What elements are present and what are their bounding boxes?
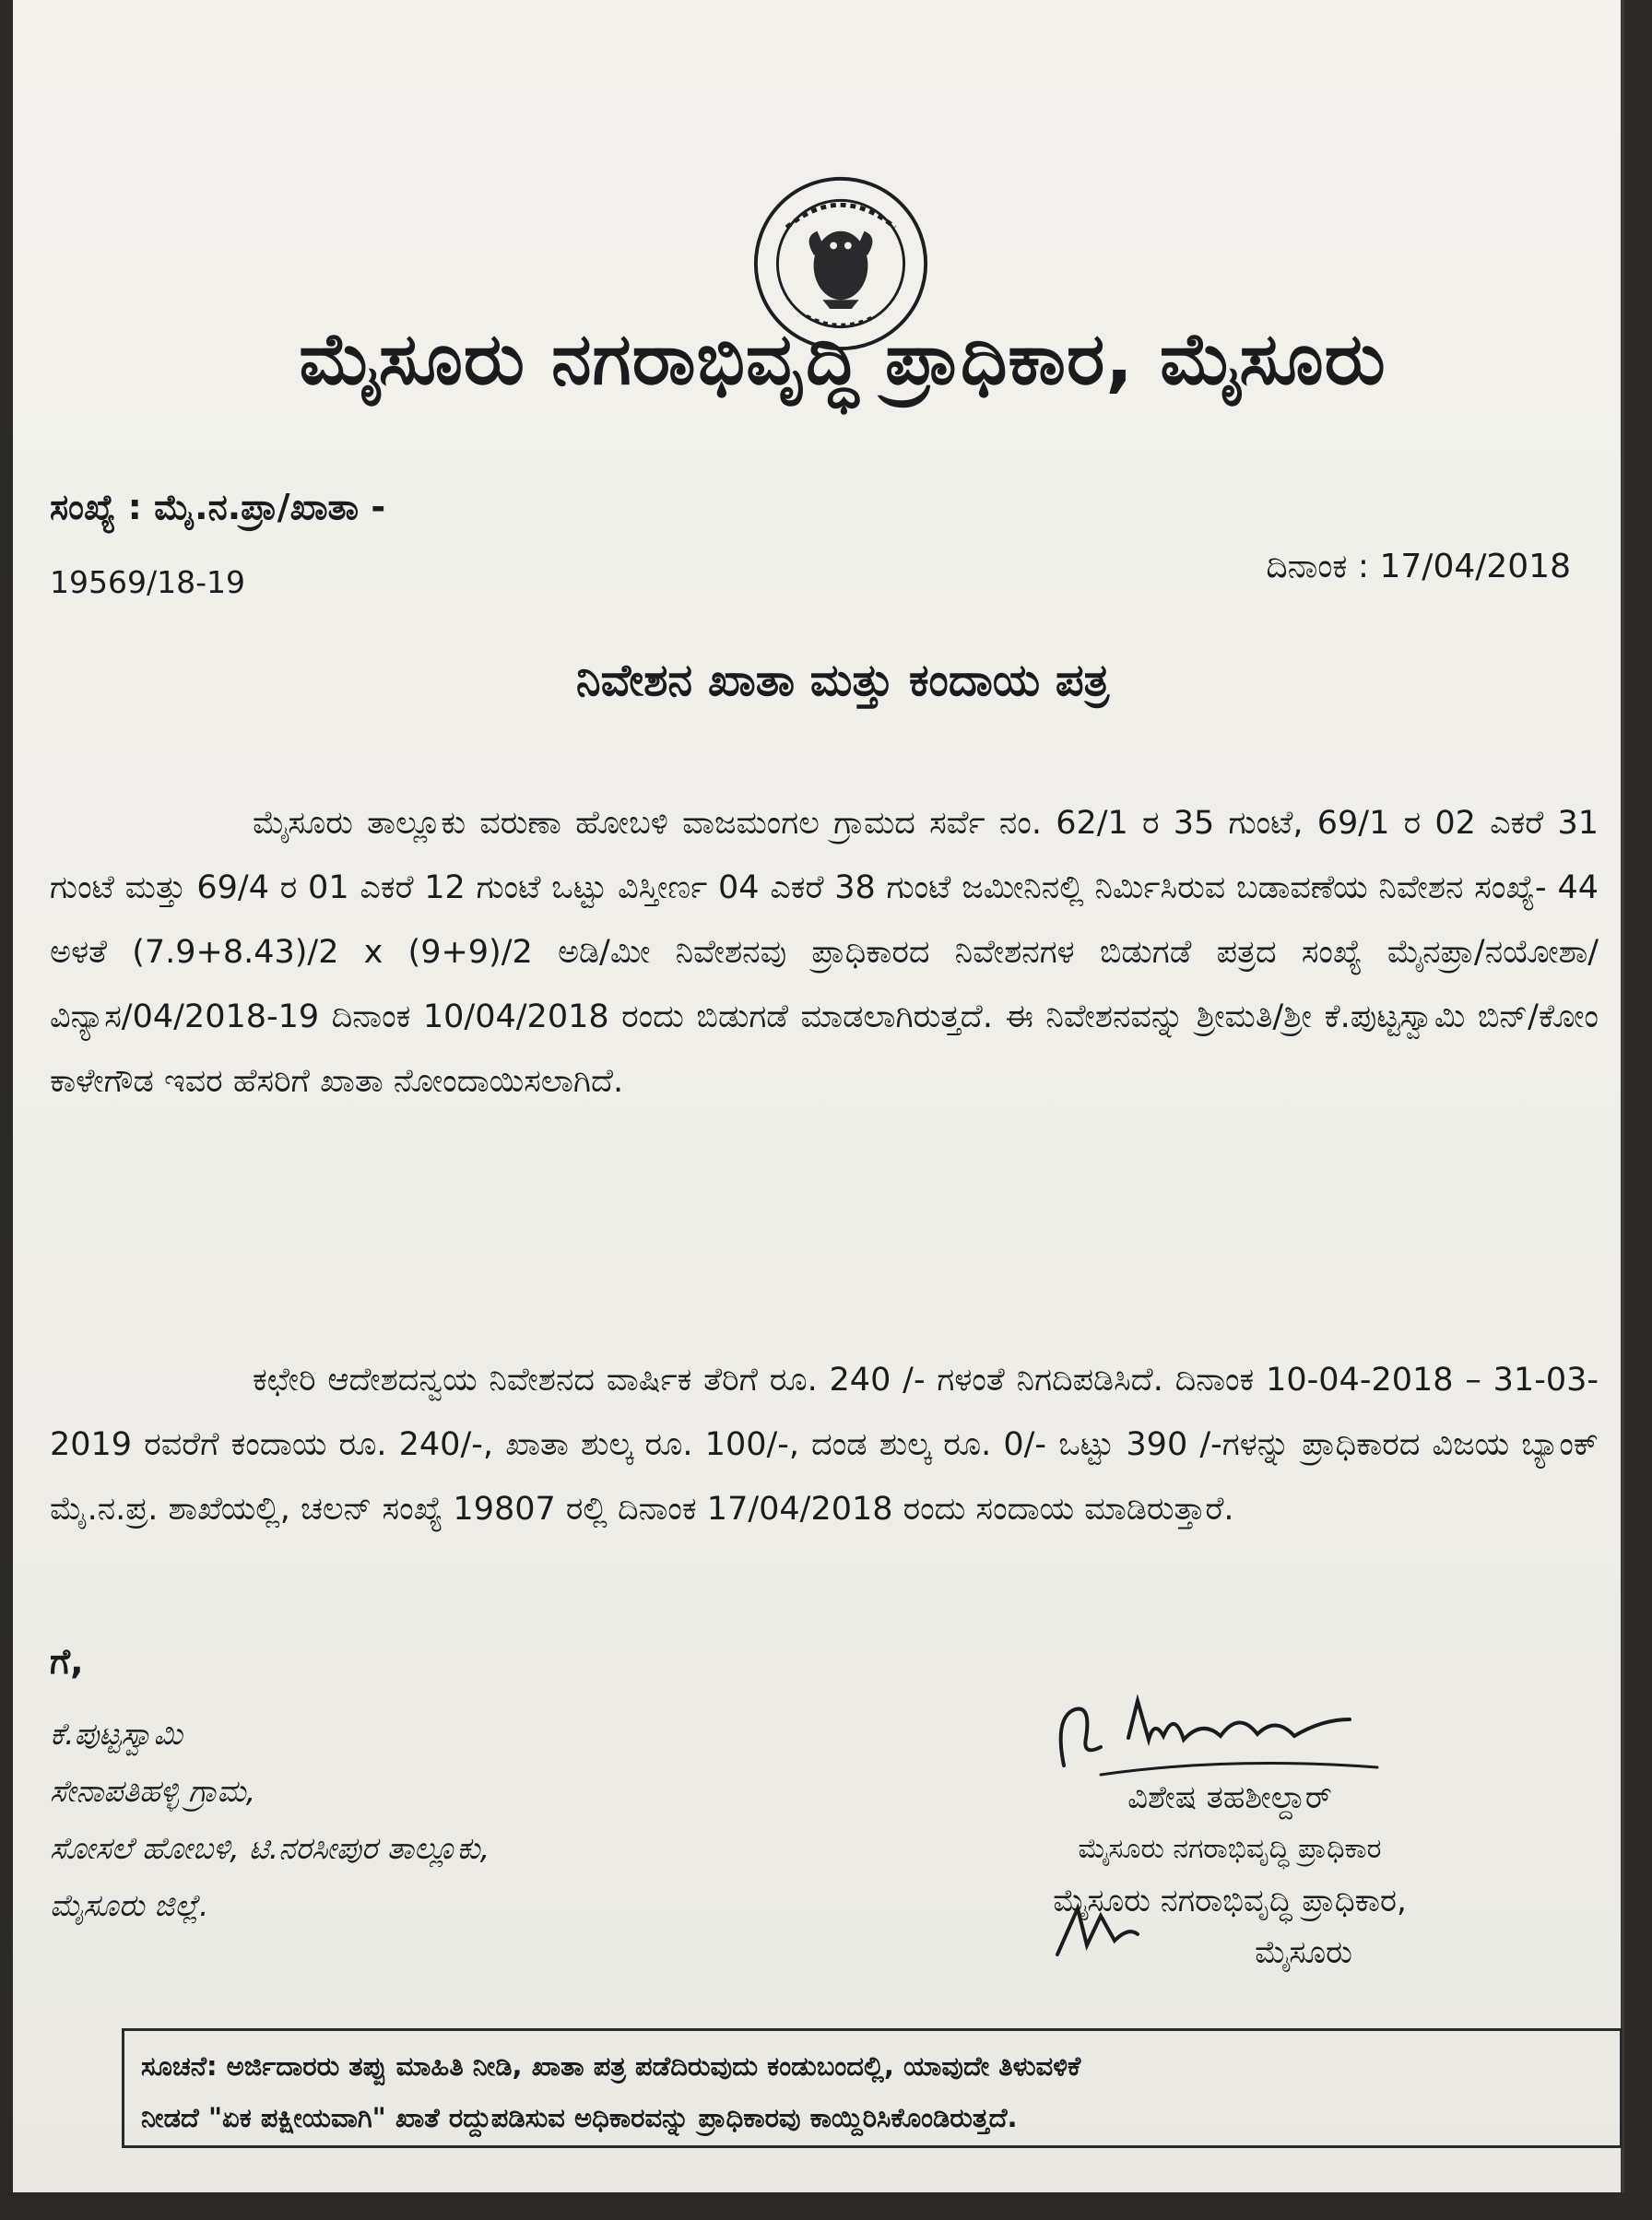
notice-box [122,2028,1622,2148]
background-edge [0,2192,1652,2220]
reference-label: ಸಂಖ್ಯೆ : ಮೈ.ನ.ಪ್ರಾ/ಖಾತಾ - [50,487,386,527]
recipient-address [50,1706,490,1934]
document-date: ದಿನಾಂಕ : 17/04/2018 [1266,548,1571,585]
notice-line: ನೀಡದೆ "ಏಕ ಪಕ್ಷೀಯವಾಗಿ" ಖಾತೆ ರದ್ದುಪಡಿಸುವ ಅಧಿಕಾರವನ್ನು ಪ್ರಾಧಿಕಾರವು ಕಾಯ್ದಿರಿಸಿಕೊಂಡಿರುತ್ತದೆ. [141,2102,1018,2133]
signatory-line: ಮೈಸೂರು ನಗರಾಭಿವೃದ್ಧಿ ಪ್ರಾಧಿಕಾರ, [1053,1883,1407,1919]
address-line: ಸೋಸಲೆ ಹೋಬಳಿ, ಟಿ.ನರಸೀಪುರ ತಾಲ್ಲೂಕು, [50,1830,490,1866]
page-title: ಮೈಸೂರು ನಗರಾಭಿವೃದ್ಧಿ ಪ್ರಾಧಿಕಾರ, ಮೈಸೂರು [299,318,1386,401]
signatory-line: ವಿಶೇಷ ತಹಶೀಲ್ದಾರ್ [1127,1779,1332,1816]
notice-line: ಸೂಚನೆ: ಅರ್ಜಿದಾರರು ತಪ್ಪು ಮಾಹಿತಿ ನೀಡಿ, ಖಾತಾ ಪತ್ರ ಪಡೆದಿರುವುದು ಕಂಡುಬಂದಲ್ಲಿ, ಯಾವುದೇ ತಿಳುವಳಿಕೆ [141,2050,1081,2082]
signatory-line: ಮೈಸೂರು [1255,1934,1352,1971]
address-line: ಸೇನಾಪತಿಹಳ್ಳಿ ಗ್ರಾಮ, [50,1773,256,1809]
address-line: ಮೈಸೂರು ಜಿಲ್ಲೆ. [50,1887,209,1923]
signatory-block [935,1772,1525,1978]
document-page [13,0,1624,2220]
body-paragraph-2: ಕಛೇರಿ ಆದೇಶದನ್ವಯ ನಿವೇಶನದ ವಾರ್ಷಿಕ ತೆರಿಗೆ ರೂ. 240 /- ಗಳಂತೆ ನಿಗದಿಪಡಿಸಿದೆ. ದಿನಾಂಕ 10-04-2018 – 31-03-2019 ರವರೆಗೆ ಕಂದಾಯ ರೂ. 240/-, ಖಾತಾ ಶುಲ್ಕ ರೂ. 100/-, ದಂಡ ಶುಲ್ಕ ರೂ. 0/- ಒಟ್ಟು 390 /-ಗಳನ್ನು ಪ್ರಾಧಿಕಾರದ ವಿಜಯ ಬ್ಯಾಂಕ್ ಮೈ.ನ.ಪ್ರ. ಶಾಖೆಯಲ್ಲಿ, ಚಲನ್ ಸಂಖ್ಯೆ 19807 ರಲ್ಲಿ ದಿನಾಂಕ 17/04/2018 ರಂದು ಸಂದಾಯ ಮಾಡಿರುತ್ತಾರೆ. [50,1362,1599,1528]
to-label: ಗೆ, [50,1641,84,1682]
body-paragraph-1: ಮೈಸೂರು ತಾಲ್ಲೂಕು ವರುಣಾ ಹೋಬಳಿ ವಾಜಮಂಗಲ ಗ್ರಾಮದ ಸರ್ವೆ ನಂ. 62/1 ರ 35 ಗುಂಟೆ, 69/1 ರ 02 ಎಕರೆ 31 ಗುಂಟೆ ಮತ್ತು 69/4 ರ 01 ಎಕರೆ 12 ಗುಂಟೆ ಒಟ್ಟು ವಿಸ್ತೀರ್ಣ 04 ಎಕರೆ 38 ಗುಂಟೆ ಜಮೀನಿನಲ್ಲಿ ನಿರ್ಮಿಸಿರುವ ಬಡಾವಣೆಯ ನಿವೇಶನ ಸಂಖ್ಯೆ- 44 ಅಳತೆ (7.9+8.43)/2 x (9+9)/2 ಅಡಿ/ಮೀ ನಿವೇಶನವು ಪ್ರಾಧಿಕಾರದ ನಿವೇಶನಗಳ ಬಿಡುಗಡೆ ಪತ್ರದ ಸಂಖ್ಯೆ ಮೈನಪ್ರಾ/ನಯೋಶಾ/ವಿನ್ಯಾಸ/04/2018-19 ದಿನಾಂಕ 10/04/2018 ರಂದು ಬಿಡುಗಡೆ ಮಾಡಲಾಗಿರುತ್ತದೆ. ಈ ನಿವೇಶನವನ್ನು ಶ್ರೀಮತಿ/ಶ್ರೀ ಕೆ.ಪುಟ್ಟಸ್ವಾಮಿ ಬಿನ್/ಕೋಂ ಕಾಳೇಗೌಡ ಇವರ ಹೆಸರಿಗೆ ಖಾತಾ ನೋಂದಾಯಿಸಲಾಗಿದೆ. [50,805,1599,1100]
document-subject: ನಿವೇಶನ ಖಾತಾ ಮತ್ತು ಕಂದಾಯ ಪತ್ರ [575,655,1110,706]
reference-number: 19569/18-19 [50,564,245,600]
initials-icon [1050,1899,1142,1964]
address-line: ಕೆ.ಪುಟ್ಟಸ್ವಾಮಿ [50,1716,183,1752]
signatory-line: ಮೈಸೂರು ನಗರಾಭಿವೃದ್ಧಿ ಪ್ರಾಧಿಕಾರ [1078,1833,1382,1865]
